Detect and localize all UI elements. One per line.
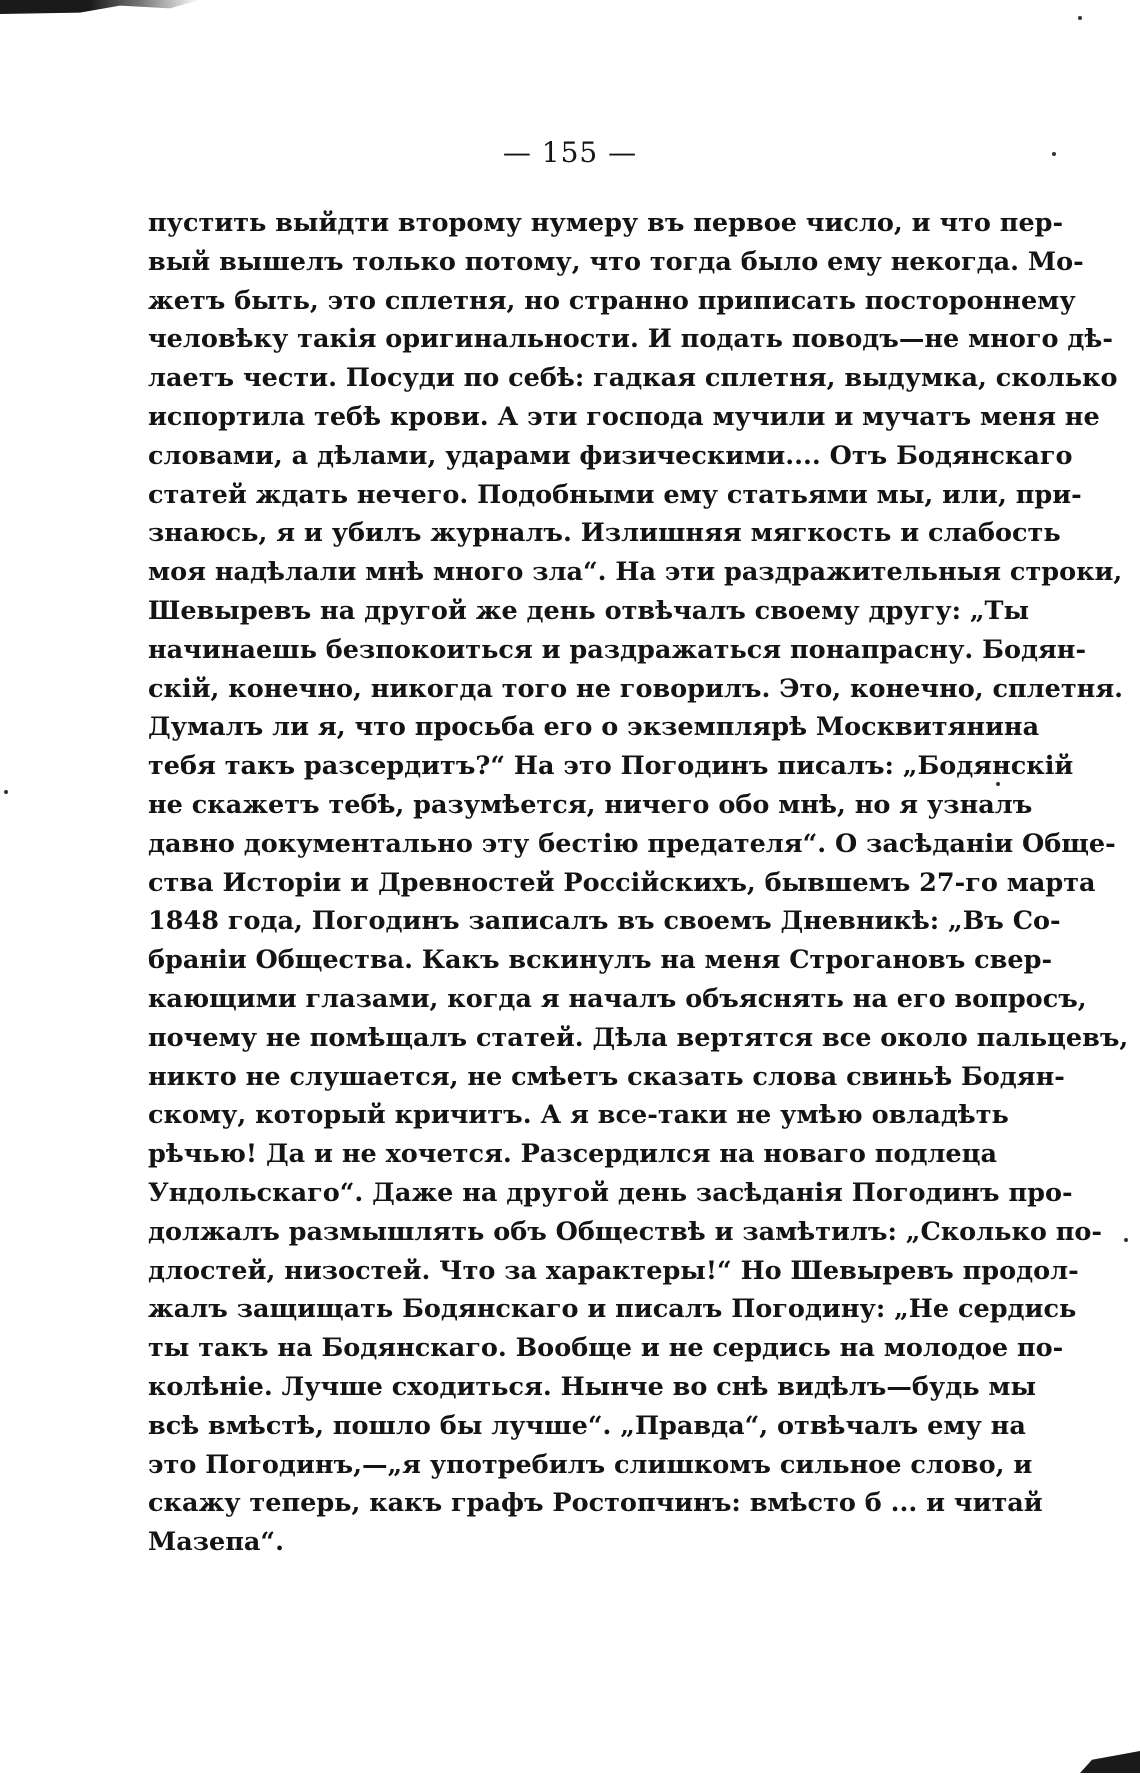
scan-speck <box>1078 16 1082 20</box>
text-line: никто не слушается, не смѣетъ сказать слова свиньѣ Бодян- <box>148 1061 1065 1092</box>
scan-artifact-bottom <box>1080 1751 1140 1773</box>
text-line: тебя такъ разсердитъ?“ На это Погодинъ писалъ: „Бодянскій <box>148 751 1074 782</box>
scan-artifact-top <box>0 0 200 14</box>
text-line: ства Исторіи и Древностей Россійскихъ, бывшемъ 27-го марта <box>148 867 1096 898</box>
scan-speck <box>1124 1238 1128 1242</box>
scan-speck <box>996 782 1000 786</box>
text-line: должалъ размышлять объ Обществѣ и замѣтилъ: „Сколько по- <box>148 1216 1103 1247</box>
text-line: не скажетъ тебѣ, разумѣется, ничего обо мнѣ, но я узналъ <box>148 789 1033 820</box>
page-number: — 155 — <box>502 136 638 169</box>
text-line: давно документально эту бестію предателя“. О засѣданіи Обще- <box>148 828 1116 859</box>
text-line: 1848 года, Погодинъ записалъ въ своемъ Дневникѣ: „Въ Со- <box>148 906 1061 937</box>
text-line: всѣ вмѣстѣ, пошло бы лучше“. „Правда“, отвѣчалъ ему на <box>148 1410 1026 1441</box>
text-line: кающими глазами, когда я началъ объяснять на его вопросъ, <box>148 983 1087 1014</box>
text-line: скому, который кричитъ. А я все-таки не умѣю овладѣть <box>148 1100 1009 1131</box>
text-line: человѣку такія оригинальности. И подать поводъ—не много дѣ- <box>148 324 1113 355</box>
text-line: моя надѣлали мнѣ много зла“. На эти раздражительныя строки, <box>148 557 1123 588</box>
text-line: это Погодинъ,—„я употребилъ слишкомъ сильное слово, и <box>148 1449 1033 1480</box>
scan-speck <box>4 790 8 794</box>
text-line: испортила тебѣ крови. А эти господа мучили и мучатъ меня не <box>148 401 1100 432</box>
text-line: скажу теперь, какъ графъ Ростопчинъ: вмѣсто б ... и читай <box>148 1488 1043 1519</box>
text-line: вый вышелъ только потому, что тогда было ему некогда. Мо- <box>148 246 1084 277</box>
text-line: скій, конечно, никогда того не говорилъ. Это, конечно, сплетня. <box>148 673 1124 704</box>
text-line: длостей, низостей. Что за характеры!“ Но Шевыревъ продол- <box>148 1255 1079 1286</box>
text-line: словами, а дѣлами, ударами физическими.... Отъ Бодянскаго <box>148 440 1073 471</box>
page-body-text <box>148 204 1129 1562</box>
text-line: ты такъ на Бодянскаго. Вообще и не сердись на молодое по- <box>148 1333 1064 1364</box>
text-line: рѣчью! Да и не хочется. Разсердился на новаго подлеца <box>148 1139 998 1170</box>
text-line: пустить выйдти второму нумеру въ первое число, и что пер- <box>148 208 1064 238</box>
text-line: жалъ защищать Бодянскаго и писалъ Погодину: „Не сердись <box>148 1294 1077 1325</box>
text-line: Думалъ ли я, что просьба его о экземплярѣ Москвитянина <box>148 712 1040 743</box>
text-line: жетъ быть, это сплетня, но странно приписать постороннему <box>148 285 1076 316</box>
text-line: колѣніе. Лучше сходиться. Нынче во снѣ видѣлъ—будь мы <box>148 1371 1037 1402</box>
text-line: начинаешь безпокоиться и раздражаться понапрасну. Бодян- <box>148 634 1087 665</box>
text-line: почему не помѣщалъ статей. Дѣла вертятся все около пальцевъ, <box>148 1022 1129 1053</box>
text-line: браніи Общества. Какъ вскинулъ на меня Строгановъ свер- <box>148 945 1053 976</box>
text-line: статей ждать нечего. Подобными ему статьями мы, или, при- <box>148 479 1082 510</box>
text-line: Мазепа“. <box>148 1527 284 1558</box>
text-line: Шевыревъ на другой же день отвѣчалъ своему другу: „Ты <box>148 595 1030 626</box>
text-line: Ундольскаго“. Даже на другой день засѣданія Погодинъ про- <box>148 1177 1073 1208</box>
text-line: лаетъ чести. Посуди по себѣ: гадкая сплетня, выдумка, сколько <box>148 363 1118 394</box>
text-line: знаюсь, я и убилъ журналъ. Излишняя мягкость и слабость <box>148 518 1061 549</box>
